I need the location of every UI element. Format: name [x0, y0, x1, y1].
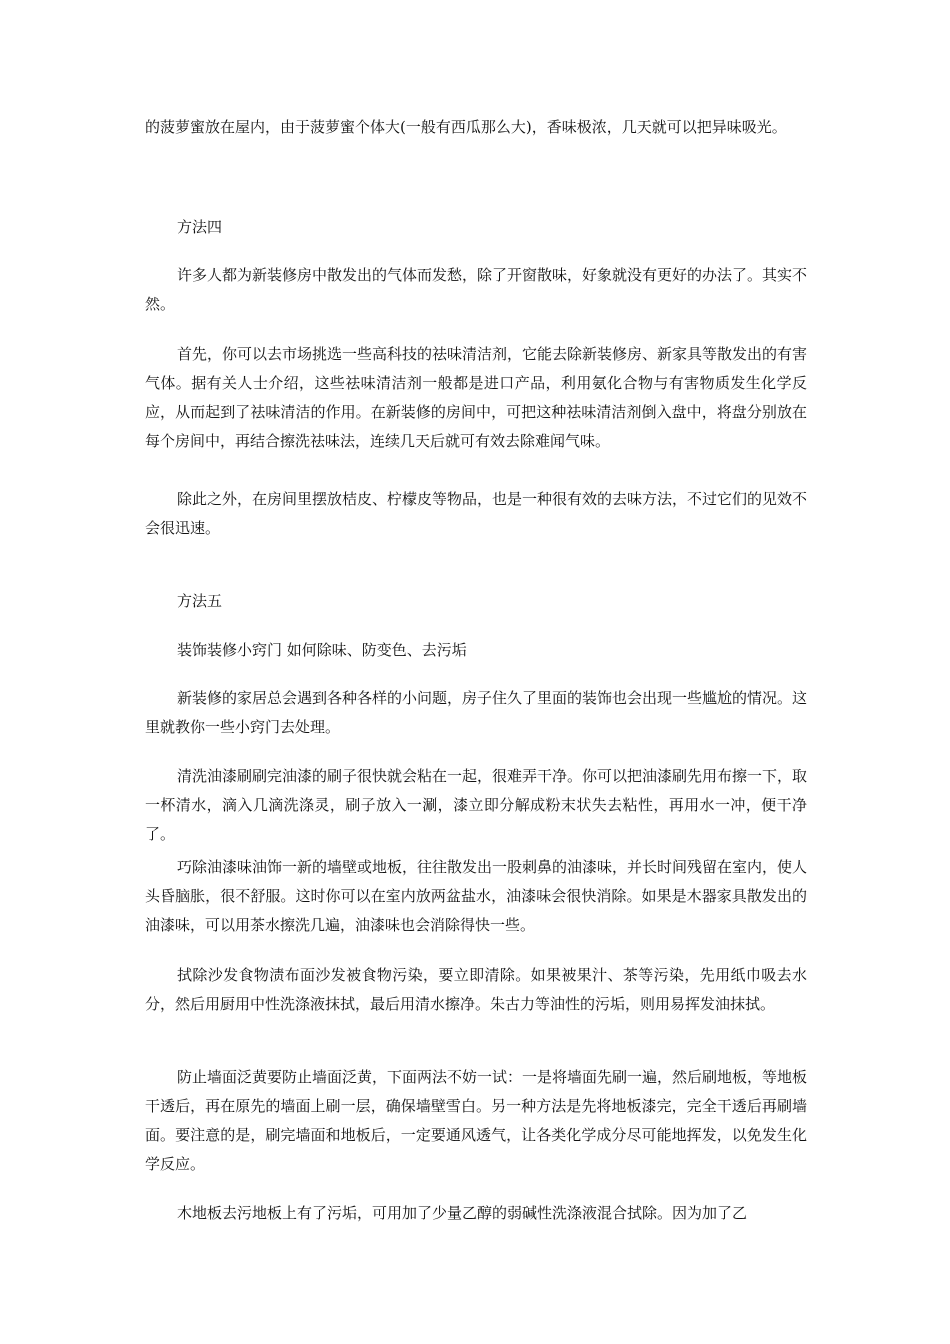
paragraph-sofa-stains: 拭除沙发食物渍布面沙发被食物污染，要立即清除。如果被果汁、茶等污染，先用纸巾吸去水分，然后用厨用中性洗涤液抹拭，最后用清水擦净。朱古力等油性的污垢，则用易挥发油抹拭。 [145, 966, 807, 1013]
paragraph-wall-yellowing: 防止墙面泛黄要防止墙面泛黄，下面两法不妨一试：一是将墙面先刷一遍，然后刷地板，等地板干透后，再在原先的墙面上刷一层，确保墙壁雪白。另一种方法是先将地板漆完，完全干透后再刷墙面。要注意的是，刷完墙面和地板后，一定要通风透气，让各类化学成分尽可能地挥发，以免发生化学反应。 [145, 1068, 808, 1173]
paragraph-deodorizer-cleaner: 首先，你可以去市场挑选一些高科技的祛味清洁剂，它能去除新装修房、新家具等散发出的有害气体。据有关人士介绍，这些祛味清洁剂一般都是进口产品，利用氨化合物与有害物质发生化学反应，从而起到了祛味清洁的作用。在新装修的房间中，可把这种祛味清洁剂倒入盘中，将盘分别放在每个房间中，再结合擦洗祛味法，连续几天后就可有效去除难闻气味。 [145, 345, 808, 450]
paragraph-wood-floor-cleaning: 木地板去污地板上有了污垢，可用加了少量乙醇的弱碱性洗涤液混合拭除。因为加了乙 [177, 1204, 748, 1222]
paragraph-pineapple-continuation: 的菠萝蜜放在屋内，由于菠萝蜜个体大(一般有西瓜那么大)，香味极浓，几天就可以把异味吸光。 [145, 118, 787, 136]
paragraph-clean-paint-brush: 清洗油漆刷刷完油漆的刷子很快就会粘在一起，很难弄干净。你可以把油漆刷先用布擦一下，取一杯清水，滴入几滴洗涤灵，刷子放入一涮，漆立即分解成粉末状失去粘性，再用水一冲，便干净了。 [145, 767, 808, 843]
heading-method-four: 方法四 [177, 218, 223, 236]
heading-method-five: 方法五 [177, 592, 223, 610]
paragraph-new-house-odor: 许多人都为新装修房中散发出的气体而发愁，除了开窗散味，好象就没有更好的办法了。其实不然。 [145, 266, 808, 313]
heading-decoration-tips: 装饰装修小窍门 如何除味、防变色、去污垢 [177, 641, 467, 659]
paragraph-tips-intro: 新装修的家居总会遇到各种各样的小问题，房子住久了里面的装饰也会出现一些尴尬的情况。这里就教你一些小窍门去处理。 [145, 689, 808, 736]
paragraph-remove-paint-smell: 巧除油漆味油饰一新的墙壁或地板，往往散发出一股刺鼻的油漆味，并长时间残留在室内，使人头昏脑胀，很不舒服。这时你可以在室内放两盆盐水，油漆味会很快消除。如果是木器家具散发出的油漆味，可以用茶水擦洗几遍，油漆味也会消除得快一些。 [145, 858, 808, 934]
paragraph-citrus-peel: 除此之外，在房间里摆放桔皮、柠檬皮等物品，也是一种很有效的去味方法，不过它们的见效不会很迅速。 [145, 490, 808, 537]
